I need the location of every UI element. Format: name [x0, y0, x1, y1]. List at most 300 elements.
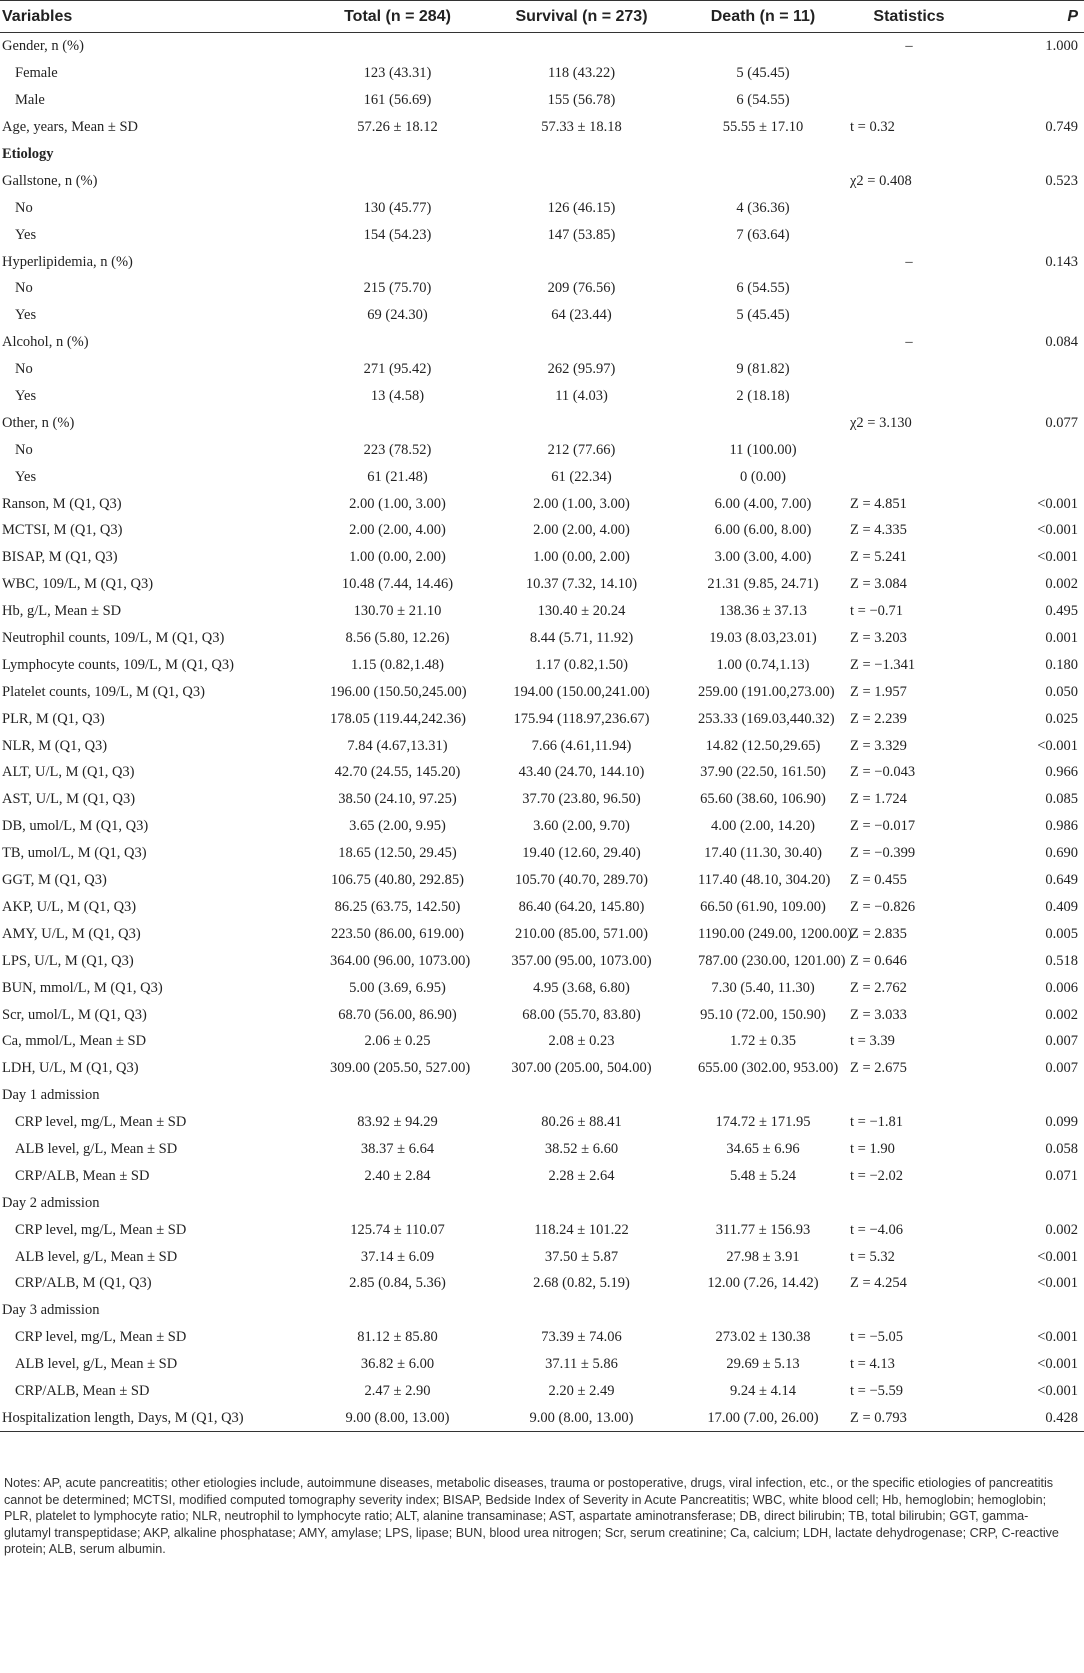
cell-variable: Yes	[15, 307, 37, 324]
cell-survival: 9.00 (8.00, 13.00)	[465, 1404, 698, 1431]
cell-total: 161 (56.69)	[363, 92, 432, 109]
cell-variable: Alcohol, n (%)	[2, 334, 89, 351]
cell-death: 5 (45.45)	[736, 307, 790, 324]
cell-death	[698, 33, 828, 60]
cell-death: 17.40 (11.30, 30.40)	[704, 845, 822, 862]
cell-p-value: 0.025	[1045, 710, 1078, 727]
cell-death: 6 (54.55)	[736, 280, 790, 297]
cell-death: 34.65 ± 6.96	[726, 1140, 800, 1157]
cell-variable: PLR, M (Q1, Q3)	[2, 710, 105, 727]
cell-statistics: Z = 2.239	[850, 710, 907, 727]
cell-variable: No	[15, 441, 33, 458]
table-row	[0, 1378, 1084, 1405]
cell-total	[330, 248, 465, 275]
cell-death: 9 (81.82)	[736, 361, 790, 378]
table-row	[0, 329, 1084, 356]
cell-statistics: Z = −0.043	[850, 764, 916, 781]
cell-survival: 118.24 ± 101.22	[534, 1221, 629, 1238]
cell-total: 61 (21.48)	[367, 468, 428, 485]
cell-survival: 37.70 (23.80, 96.50)	[522, 791, 641, 808]
cell-total	[330, 1297, 465, 1324]
table-row	[0, 625, 1084, 652]
cell-statistics	[828, 87, 990, 114]
cell-survival: 357.00 (95.00, 1073.00)	[511, 952, 652, 969]
cell-statistics	[828, 194, 990, 221]
cell-total: 3.65 (2.00, 9.95)	[349, 818, 446, 835]
table-row	[0, 1082, 1084, 1109]
cell-variable: ALB level, g/L, Mean ± SD	[15, 1140, 178, 1157]
cell-variable: LPS, U/L, M (Q1, Q3)	[2, 952, 134, 969]
cell-variable: GGT, M (Q1, Q3)	[2, 872, 107, 889]
table-row	[0, 490, 1084, 517]
cell-total: 7.84 (4.67,13.31)	[347, 737, 448, 754]
cell-death: 6.00 (4.00, 7.00)	[714, 495, 812, 512]
cell-statistics: Z = −0.399	[850, 845, 916, 862]
cell-statistics	[828, 1082, 990, 1109]
cell-death: 0 (0.00)	[740, 468, 786, 485]
cell-survival: 68.00 (55.70, 83.80)	[522, 1006, 641, 1023]
cell-death: 55.55 ± 17.10	[722, 119, 804, 136]
cell-variable: Gender, n (%)	[2, 38, 84, 55]
cell-survival: 105.70 (40.70, 289.70)	[515, 872, 648, 889]
cell-total: 215 (75.70)	[363, 280, 432, 297]
cell-statistics: t = −2.02	[850, 1167, 904, 1184]
cell-survival	[465, 141, 698, 168]
cell-statistics: –	[905, 334, 913, 351]
cell-p-value: 0.085	[1045, 791, 1078, 808]
cell-p-value: <0.001	[1037, 1275, 1078, 1292]
header-survival: Survival (n = 273)	[465, 1, 698, 33]
cell-survival: 2.68 (0.82, 5.19)	[533, 1275, 630, 1292]
cell-survival: 3.60 (2.00, 9.70)	[533, 818, 630, 835]
table-row	[0, 920, 1084, 947]
cell-death: 66.50 (61.90, 109.00)	[700, 898, 826, 915]
table-row	[0, 1216, 1084, 1243]
cell-p-value: 0.006	[1045, 979, 1078, 996]
cell-statistics	[828, 436, 990, 463]
cell-total: 81.12 ± 85.80	[357, 1329, 438, 1346]
cell-survival: 1.00 (0.00, 2.00)	[533, 549, 630, 566]
table-row	[0, 1055, 1084, 1082]
cell-p-value: 0.690	[1045, 845, 1078, 862]
cell-statistics	[828, 356, 990, 383]
cell-survival: 10.37 (7.32, 14.10)	[525, 576, 638, 593]
cell-death: 1.00 (0.74,1.13)	[716, 656, 810, 673]
cell-p-value: 0.071	[1045, 1167, 1078, 1184]
cell-variable: BUN, mmol/L, M (Q1, Q3)	[2, 979, 163, 996]
cell-variable: ALB level, g/L, Mean ± SD	[15, 1248, 178, 1265]
cell-death	[698, 248, 828, 275]
cell-p-value: 0.002	[1045, 1006, 1078, 1023]
table-row	[0, 1162, 1084, 1189]
cell-variable: Ca, mmol/L, Mean ± SD	[2, 1033, 147, 1050]
header-variables: Variables	[0, 1, 330, 33]
cell-variable: Yes	[15, 226, 37, 243]
cell-survival: 1.17 (0.82,1.50)	[534, 656, 629, 673]
table-row	[0, 275, 1084, 302]
cell-death: 1.72 ± 0.35	[730, 1033, 796, 1050]
cell-p-value	[990, 275, 1084, 302]
cell-p-value: 0.007	[1045, 1033, 1078, 1050]
cell-variable: Ranson, M (Q1, Q3)	[2, 495, 122, 512]
cell-statistics: t = −1.81	[850, 1114, 904, 1131]
cell-survival: 11 (4.03)	[555, 388, 608, 405]
cell-survival: 209 (76.56)	[547, 280, 616, 297]
header-total: Total (n = 284)	[330, 1, 465, 33]
table-row	[0, 141, 1084, 168]
cell-variable: Day 1 admission	[2, 1087, 100, 1104]
cell-p-value: 0.005	[1045, 925, 1078, 942]
cell-variable: Platelet counts, 109/L, M (Q1, Q3)	[2, 683, 205, 700]
cell-p-value: 0.409	[1045, 898, 1078, 915]
cell-survival: 2.00 (2.00, 4.00)	[533, 522, 630, 539]
cell-p-value: <0.001	[1037, 1248, 1078, 1265]
header-statistics: Statistics	[828, 1, 990, 33]
cell-death	[698, 329, 828, 356]
cell-total: 57.26 ± 18.12	[357, 119, 438, 136]
cell-survival: 147 (53.85)	[547, 226, 616, 243]
cell-death: 19.03 (8.03,23.01)	[709, 630, 817, 647]
table-row	[0, 1189, 1084, 1216]
cell-total	[330, 1189, 465, 1216]
cell-total: 2.06 ± 0.25	[364, 1033, 431, 1050]
cell-survival	[465, 329, 698, 356]
cell-variable: ALT, U/L, M (Q1, Q3)	[2, 764, 135, 781]
cell-survival: 2.20 ± 2.49	[548, 1382, 615, 1399]
cell-total: 18.65 (12.50, 29.45)	[338, 845, 457, 862]
cell-total	[330, 329, 465, 356]
cell-survival: 262 (95.97)	[547, 361, 616, 378]
cell-survival: 38.52 ± 6.60	[544, 1140, 619, 1157]
cell-survival: 86.40 (64.20, 145.80)	[518, 898, 645, 915]
table-row	[0, 1136, 1084, 1163]
table-row	[0, 678, 1084, 705]
cell-statistics: Z = 4.851	[850, 495, 907, 512]
cell-variable: MCTSI, M (Q1, Q3)	[2, 522, 123, 539]
cell-survival: 2.08 ± 0.23	[548, 1033, 615, 1050]
cell-variable: Other, n (%)	[2, 414, 75, 431]
cell-variable: Hyperlipidemia, n (%)	[2, 253, 133, 270]
cell-death: 5.48 ± 5.24	[730, 1167, 796, 1184]
cell-p-value: 0.143	[1045, 253, 1078, 270]
cell-statistics: Z = 4.254	[850, 1275, 907, 1292]
table-row	[0, 786, 1084, 813]
cell-death: 253.33 (169.03,440.32)	[698, 710, 835, 727]
cell-statistics: Z = 3.084	[850, 576, 907, 593]
table-row	[0, 409, 1084, 436]
cell-total: 2.00 (1.00, 3.00)	[349, 495, 446, 512]
header-row	[0, 1, 1084, 33]
cell-survival: 19.40 (12.60, 29.40)	[522, 845, 641, 862]
cell-death: 21.31 (9.85, 24.71)	[707, 576, 819, 593]
cell-variable: BISAP, M (Q1, Q3)	[2, 549, 118, 566]
cell-p-value	[990, 1189, 1084, 1216]
cell-total: 130.70 ± 21.10	[353, 603, 442, 620]
cell-death: 174.72 ± 171.95	[715, 1114, 811, 1131]
cell-variable: CRP level, mg/L, Mean ± SD	[15, 1221, 187, 1238]
cell-p-value	[990, 1297, 1084, 1324]
table-row	[0, 383, 1084, 410]
table-row	[0, 571, 1084, 598]
cell-p-value: 0.002	[1045, 1221, 1078, 1238]
cell-statistics: Z = 0.455	[850, 872, 907, 889]
cell-survival: 64 (23.44)	[551, 307, 612, 324]
table-row	[0, 1351, 1084, 1378]
cell-variable: AST, U/L, M (Q1, Q3)	[2, 791, 136, 808]
table-row	[0, 974, 1084, 1001]
table-row	[0, 436, 1084, 463]
cell-p-value: 0.007	[1045, 1060, 1078, 1077]
header-death: Death (n = 11)	[698, 1, 828, 33]
cell-survival: 4.95 (3.68, 6.80)	[533, 979, 630, 996]
cell-total: 83.92 ± 94.29	[357, 1114, 438, 1131]
cell-statistics: t = −0.71	[850, 603, 904, 620]
table-row	[0, 544, 1084, 571]
cell-p-value: 0.518	[1045, 952, 1078, 969]
cell-death: 117.40 (48.10, 304.20)	[698, 872, 831, 889]
cell-p-value: <0.001	[1037, 549, 1078, 566]
cell-variable: Gallstone, n (%)	[2, 172, 98, 189]
cell-variable: Neutrophil counts, 109/L, M (Q1, Q3)	[2, 630, 225, 647]
cell-total: 2.00 (2.00, 4.00)	[349, 522, 446, 539]
cell-variable: Age, years, Mean ± SD	[2, 119, 139, 136]
cell-variable: Female	[15, 65, 58, 82]
cell-total: 130 (45.77)	[363, 199, 432, 216]
table-row	[0, 1243, 1084, 1270]
cell-statistics: χ2 = 0.408	[850, 172, 912, 189]
table-row	[0, 1270, 1084, 1297]
cell-variable: Etiology	[2, 146, 54, 162]
cell-statistics	[828, 1189, 990, 1216]
cell-p-value: 0.495	[1045, 603, 1078, 620]
cell-statistics	[828, 141, 990, 168]
table-row	[0, 947, 1084, 974]
cell-p-value: <0.001	[1037, 1382, 1078, 1399]
cell-survival	[465, 167, 698, 194]
cell-statistics: Z = 2.762	[850, 979, 907, 996]
table-body	[0, 33, 1084, 1432]
cell-variable: Yes	[15, 468, 37, 485]
cell-variable: ALB level, g/L, Mean ± SD	[15, 1356, 178, 1373]
cell-p-value: <0.001	[1037, 737, 1078, 754]
table-row	[0, 813, 1084, 840]
cell-p-value: 1.000	[1045, 38, 1078, 55]
cell-survival: 8.44 (5.71, 11.92)	[529, 630, 634, 647]
cell-variable: TB, umol/L, M (Q1, Q3)	[2, 845, 147, 862]
table-row	[0, 194, 1084, 221]
cell-statistics: t = −5.05	[850, 1329, 904, 1346]
cell-p-value	[990, 356, 1084, 383]
cell-survival: 73.39 ± 74.06	[541, 1329, 622, 1346]
cell-p-value: 0.986	[1045, 818, 1078, 835]
cell-p-value: 0.523	[1045, 172, 1078, 189]
cell-death: 7 (63.64)	[736, 226, 790, 243]
cell-statistics: t = 1.90	[850, 1140, 895, 1157]
cell-p-value: <0.001	[1037, 1356, 1078, 1373]
cell-variable: No	[15, 361, 33, 378]
table-row	[0, 1297, 1084, 1324]
cell-variable: CRP level, mg/L, Mean ± SD	[15, 1329, 187, 1346]
table-row	[0, 732, 1084, 759]
table-row	[0, 1404, 1084, 1431]
cell-death: 787.00 (230.00, 1201.00)	[698, 952, 846, 969]
cell-death	[698, 409, 828, 436]
cell-death	[698, 1297, 828, 1324]
cell-survival: 37.50 ± 5.87	[544, 1248, 619, 1265]
cell-statistics: –	[905, 253, 913, 270]
cell-p-value	[990, 87, 1084, 114]
cell-death: 138.36 ± 37.13	[719, 603, 807, 620]
cell-total: 271 (95.42)	[363, 361, 432, 378]
cell-p-value	[990, 141, 1084, 168]
cell-death: 273.02 ± 130.38	[715, 1329, 811, 1346]
cell-statistics	[828, 302, 990, 329]
cell-total: 38.37 ± 6.64	[360, 1140, 435, 1157]
cell-p-value: <0.001	[1037, 522, 1078, 539]
table-row	[0, 894, 1084, 921]
cell-variable: AKP, U/L, M (Q1, Q3)	[2, 898, 137, 915]
cell-survival: 2.00 (1.00, 3.00)	[533, 495, 630, 512]
cell-variable: Yes	[15, 388, 37, 405]
table-notes: Notes: AP, acute pancreatitis; other etiologies include, autoimmune diseases, metabolic diseases, trauma or postoperative, drugs, viral infection, etc., or the specific etiologies of pancreatitis cannot be determined; MCTSI, modified computed tomography severity index; BISAP, Bedside Index of Severity in Acute Pancreatitis; WBC, white blood cell; Hb, hemoglobin; hemoglobin; PLR, platelet to lymphocyte ratio; NLR, neutrophil to lymphocyte ratio; ALT, alanine transaminase; AST, aspartate aminotransferase; DB, direct bilirubin; TB, total bilirubin; GGT, gamma-glutamyl transpeptidase; AKP, alkaline phosphatase; AMY, amylase; LPS, lipase; BUN, blood urea nitrogen; Scr, serum creatinine; Ca, calcium; LDH, lactate dehydrogenase; CRP, C-reactive protein; ALB, serum albumin.	[4, 1476, 1059, 1557]
cell-total: 2.47 ± 2.90	[364, 1382, 431, 1399]
cell-p-value	[990, 194, 1084, 221]
cell-death: 6 (54.55)	[736, 92, 790, 109]
cell-p-value: <0.001	[1037, 1329, 1078, 1346]
cell-total: 106.75 (40.80, 292.85)	[331, 872, 464, 889]
cell-death: 95.10 (72.00, 150.90)	[700, 1006, 826, 1023]
cell-total: 13 (4.58)	[370, 388, 425, 405]
cell-death: 6.00 (6.00, 8.00)	[714, 522, 812, 539]
cell-total: 178.05 (119.44,242.36)	[330, 710, 466, 727]
cell-p-value: 0.058	[1045, 1140, 1078, 1157]
cell-statistics: Z = −0.826	[850, 898, 916, 915]
cell-total: 196.00 (150.50,245.00)	[330, 683, 467, 700]
cell-p-value: 0.050	[1045, 683, 1078, 700]
table-row	[0, 705, 1084, 732]
cell-total: 42.70 (24.55, 145.20)	[334, 764, 461, 781]
cell-statistics: Z = 5.241	[850, 549, 907, 566]
table-row	[0, 1001, 1084, 1028]
cell-death: 29.69 ± 5.13	[726, 1356, 800, 1373]
table-row	[0, 167, 1084, 194]
cell-death: 27.98 ± 3.91	[726, 1248, 800, 1265]
cell-death	[698, 167, 828, 194]
cell-death: 3.00 (3.00, 4.00)	[714, 549, 812, 566]
cell-statistics: Z = 0.646	[850, 952, 907, 969]
cell-survival: 212 (77.66)	[547, 441, 616, 458]
cell-survival: 155 (56.78)	[547, 92, 616, 109]
cell-statistics: –	[905, 38, 913, 55]
table-row	[0, 840, 1084, 867]
cell-total	[330, 409, 465, 436]
cell-p-value: 0.084	[1045, 334, 1078, 351]
cell-total: 1.15 (0.82,1.48)	[350, 656, 445, 673]
cell-survival	[465, 33, 698, 60]
cell-death: 4.00 (2.00, 14.20)	[711, 818, 815, 835]
cell-statistics: Z = 3.329	[850, 737, 907, 754]
cell-death	[698, 1189, 828, 1216]
cell-variable: WBC, 109/L, M (Q1, Q3)	[2, 576, 154, 593]
cell-p-value: 0.002	[1045, 576, 1078, 593]
cell-p-value: 0.749	[1045, 119, 1078, 136]
cell-total: 223.50 (86.00, 619.00)	[331, 925, 464, 942]
cell-total: 37.14 ± 6.09	[360, 1248, 435, 1265]
cell-survival: 80.26 ± 88.41	[541, 1114, 622, 1131]
cell-variable: Hospitalization length, Days, M (Q1, Q3)	[0, 1404, 330, 1431]
table-row	[0, 463, 1084, 490]
cell-survival: 126 (46.15)	[547, 199, 616, 216]
cell-death	[698, 141, 828, 168]
cell-total: 38.50 (24.10, 97.25)	[338, 791, 457, 808]
table-row	[0, 759, 1084, 786]
cell-p-value: 0.001	[1045, 630, 1078, 647]
cell-survival	[465, 1189, 698, 1216]
table-row	[0, 87, 1084, 114]
cell-variable: Day 2 admission	[2, 1194, 100, 1211]
cell-death: 7.30 (5.40, 11.30)	[711, 979, 815, 996]
table-row	[0, 651, 1084, 678]
cell-death: 1190.00 (249.00, 1200.00)	[698, 925, 853, 942]
table-row	[0, 221, 1084, 248]
cell-total: 2.40 ± 2.84	[364, 1167, 431, 1184]
cell-total: 154 (54.23)	[363, 226, 432, 243]
cell-total: 309.00 (205.50, 527.00)	[330, 1060, 471, 1077]
cell-statistics: Z = 1.724	[850, 791, 907, 808]
cell-statistics	[828, 1297, 990, 1324]
cell-survival	[465, 1297, 698, 1324]
cell-variable: CRP level, mg/L, Mean ± SD	[15, 1114, 187, 1131]
cell-p-value: <0.001	[1037, 495, 1078, 512]
cell-variable: CRP/ALB, Mean ± SD	[15, 1382, 150, 1399]
cell-survival: 118 (43.22)	[547, 65, 616, 82]
table-row	[0, 1324, 1084, 1351]
cell-total: 5.00 (3.69, 6.95)	[349, 979, 446, 996]
cell-p-value: 0.428	[990, 1404, 1084, 1431]
table-row	[0, 1109, 1084, 1136]
cell-total: 8.56 (5.80, 12.26)	[345, 630, 450, 647]
cell-variable: CRP/ALB, M (Q1, Q3)	[15, 1275, 152, 1292]
cell-total: 69 (24.30)	[367, 307, 428, 324]
cell-death: 4 (36.36)	[736, 199, 790, 216]
cell-survival: 2.28 ± 2.64	[548, 1167, 615, 1184]
cell-total: 123 (43.31)	[363, 65, 432, 82]
cell-statistics: t = 5.32	[850, 1248, 895, 1265]
cell-death: 17.00 (7.00, 26.00)	[698, 1404, 828, 1431]
cell-death: 12.00 (7.26, 14.42)	[707, 1275, 819, 1292]
cell-variable: CRP/ALB, Mean ± SD	[15, 1167, 150, 1184]
cell-survival: 194.00 (150.00,241.00)	[513, 683, 650, 700]
cell-p-value: 0.966	[1045, 764, 1078, 781]
cell-variable: No	[15, 280, 33, 297]
cell-statistics: Z = 4.335	[850, 522, 907, 539]
cell-total	[330, 1082, 465, 1109]
cell-death: 37.90 (22.50, 161.50)	[700, 764, 826, 781]
cell-total: 364.00 (96.00, 1073.00)	[330, 952, 471, 969]
cell-variable: Day 3 admission	[2, 1302, 100, 1319]
cell-survival: 43.40 (24.70, 144.10)	[518, 764, 645, 781]
cell-survival: 37.11 ± 5.86	[545, 1356, 618, 1373]
cell-survival	[465, 248, 698, 275]
cell-variable: AMY, U/L, M (Q1, Q3)	[2, 925, 141, 942]
cell-variable: Scr, umol/L, M (Q1, Q3)	[2, 1006, 147, 1023]
cell-statistics: Z = 3.203	[850, 630, 907, 647]
cell-death: 11 (100.00)	[729, 441, 797, 458]
table-row	[0, 1028, 1084, 1055]
cell-p-value	[990, 463, 1084, 490]
cell-survival	[465, 1082, 698, 1109]
cell-total: 223 (78.52)	[363, 441, 432, 458]
